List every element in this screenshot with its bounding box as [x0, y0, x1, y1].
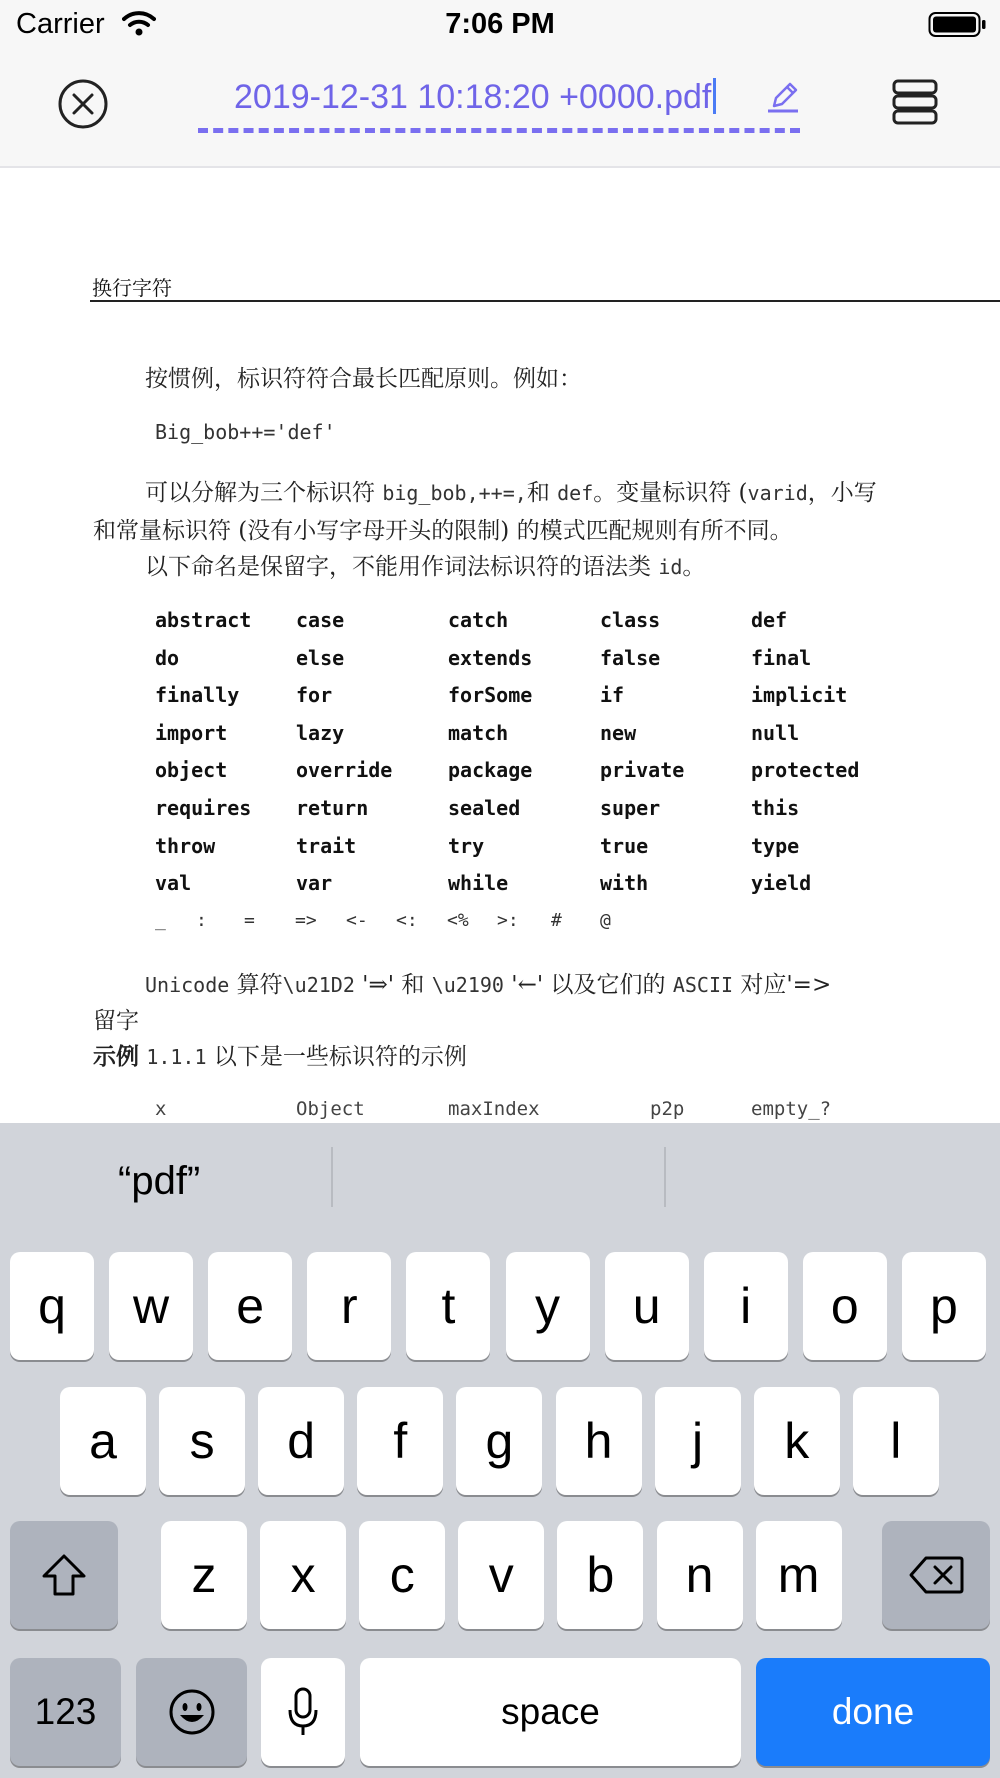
example-identifier: Object [296, 1098, 365, 1120]
example-caption: 示例 1.1.1 以下是一些标识符的示例 [93, 1044, 467, 1070]
backspace-icon [908, 1555, 964, 1595]
key-v[interactable]: v [458, 1521, 544, 1629]
key-e[interactable]: e [208, 1252, 292, 1360]
shift-icon [40, 1552, 88, 1598]
key-n[interactable]: n [657, 1521, 743, 1629]
reserved-word: case [296, 608, 345, 632]
header-rule [90, 300, 1000, 302]
reserved-operator: >: [497, 910, 519, 931]
paragraph-2-line-1: 可以分解为三个标识符 big_bob,++=,和 def。变量标识符 (varid，小写 [145, 480, 877, 506]
reserved-word: abstract [155, 608, 252, 632]
numbers-key[interactable]: 123 [10, 1658, 121, 1766]
emoji-key[interactable] [136, 1658, 247, 1766]
battery-icon [928, 11, 988, 43]
key-p[interactable]: p [902, 1252, 986, 1360]
paragraph-1: 按惯例，标识符符合最长匹配原则。例如： [145, 366, 582, 392]
reserved-word: match [448, 720, 509, 745]
reserved-word: protected [751, 758, 860, 783]
text-cursor [713, 78, 716, 114]
key-y[interactable]: y [506, 1252, 590, 1360]
reserved-word: package [448, 758, 533, 783]
key-d[interactable]: d [258, 1387, 344, 1495]
reserved-operator: @ [600, 910, 611, 931]
key-a[interactable]: a [60, 1387, 146, 1495]
reserved-word: do [155, 645, 180, 670]
close-button[interactable] [56, 77, 110, 131]
key-l[interactable]: l [853, 1387, 939, 1495]
reserved-word: trait [296, 833, 357, 858]
key-j[interactable]: j [655, 1387, 741, 1495]
filename-field[interactable] [198, 72, 800, 133]
reserved-word: with [600, 871, 649, 896]
key-z[interactable]: z [161, 1521, 247, 1629]
key-i[interactable]: i [704, 1252, 788, 1360]
reserved-operator: <% [447, 910, 469, 931]
keyboard [0, 1123, 1000, 1778]
reserved-word: implicit [751, 683, 848, 708]
reserved-operator: : [196, 910, 207, 931]
reserved-word: finally [155, 683, 240, 708]
key-q[interactable]: q [10, 1252, 94, 1360]
microphone-key[interactable] [261, 1658, 345, 1766]
reserved-word: sealed [448, 796, 521, 820]
reserved-word: catch [448, 608, 509, 632]
example-identifier: p2p [650, 1098, 685, 1120]
reserved-word: new [600, 720, 637, 745]
close-icon [56, 77, 110, 131]
reserved-operator: <: [396, 910, 418, 931]
reserved-word: object [155, 758, 228, 783]
reserved-word: else [296, 645, 345, 670]
reserved-operator: = [244, 910, 255, 931]
microphone-icon [286, 1686, 320, 1738]
reserved-word: private [600, 758, 685, 783]
pencil-icon[interactable] [766, 78, 800, 118]
reserved-word: class [600, 608, 661, 632]
reserved-operator: # [551, 910, 562, 931]
reserved-operator: => [295, 910, 317, 931]
reserved-word: if [600, 683, 625, 708]
key-o[interactable]: o [803, 1252, 887, 1360]
reserved-word: false [600, 645, 661, 670]
reserved-word: extends [448, 645, 533, 670]
carrier-label: Carrier [16, 8, 105, 40]
example-identifier: x [155, 1098, 167, 1120]
reserved-operator: <- [346, 910, 368, 931]
reserved-word: this [751, 796, 800, 820]
reserved-word: for [296, 683, 333, 708]
code-example: Big_bob++='def' [155, 420, 336, 444]
reserved-operator: _ [155, 910, 166, 931]
example-identifier: maxIndex [448, 1098, 540, 1120]
key-r[interactable]: r [307, 1252, 391, 1360]
filename-text: 2019-12-31 10:18:20 +0000.pdf [234, 78, 712, 116]
suggestion-bar [0, 1123, 1000, 1243]
reserved-word: super [600, 796, 661, 820]
done-key[interactable]: done [756, 1658, 990, 1766]
reserved-word: var [296, 871, 333, 896]
suggestion-divider [331, 1147, 333, 1207]
reserved-word: try [448, 833, 485, 858]
reserved-word: def [751, 608, 788, 632]
reserved-word: final [751, 645, 812, 670]
key-h[interactable]: h [556, 1387, 642, 1495]
reserved-word: throw [155, 833, 216, 858]
pdf-page[interactable] [0, 168, 1000, 1123]
reserved-word: import [155, 720, 228, 745]
key-w[interactable]: w [109, 1252, 193, 1360]
paragraph-2-line-2: 和常量标识符 (没有小写字母开头的限制) 的模式匹配规则有所不同。 [93, 518, 793, 544]
reserved-word: type [751, 833, 800, 858]
key-t[interactable]: t [406, 1252, 490, 1360]
reserved-word: override [296, 758, 393, 783]
space-key[interactable]: space [360, 1658, 741, 1766]
suggestion-divider [664, 1147, 666, 1207]
stack-icon [891, 78, 939, 126]
key-x[interactable]: x [260, 1521, 346, 1629]
reserved-word: lazy [296, 720, 345, 745]
reserved-word: while [448, 871, 509, 896]
key-g[interactable]: g [456, 1387, 542, 1495]
reserved-word: forSome [448, 683, 533, 708]
reserved-word: requires [155, 796, 252, 820]
paragraph-3: 以下命名是保留字，不能用作词法标识符的语法类 id。 [145, 554, 706, 580]
delete-key[interactable] [882, 1521, 990, 1629]
paragraph-4-line-1: Unicode 算符\u21D2 '⇒' 和 \u2190 '←' 以及它们的 ASCII 对应'=> [145, 972, 832, 998]
shift-key[interactable] [10, 1521, 118, 1629]
key-m[interactable]: m [756, 1521, 842, 1629]
suggestion-item[interactable]: “pdf” [118, 1159, 201, 1203]
navigation-bar [0, 50, 1000, 168]
section-header: 换行字符 [92, 276, 172, 300]
emoji-icon [167, 1687, 217, 1737]
reserved-word: true [600, 833, 649, 858]
reserved-word: null [751, 720, 800, 745]
reserved-word: val [155, 871, 192, 896]
paragraph-4-line-2: 留字 [93, 1008, 139, 1034]
key-b[interactable]: b [557, 1521, 643, 1629]
key-c[interactable]: c [359, 1521, 445, 1629]
key-u[interactable]: u [605, 1252, 689, 1360]
reserved-word: yield [751, 871, 812, 896]
reserved-word: return [296, 796, 369, 820]
example-identifier: empty_? [751, 1098, 832, 1120]
pages-list-button[interactable] [891, 78, 939, 126]
key-k[interactable]: k [754, 1387, 840, 1495]
clock: 7:06 PM [445, 8, 555, 40]
key-s[interactable]: s [159, 1387, 245, 1495]
status-bar [0, 0, 1000, 50]
key-f[interactable]: f [357, 1387, 443, 1495]
